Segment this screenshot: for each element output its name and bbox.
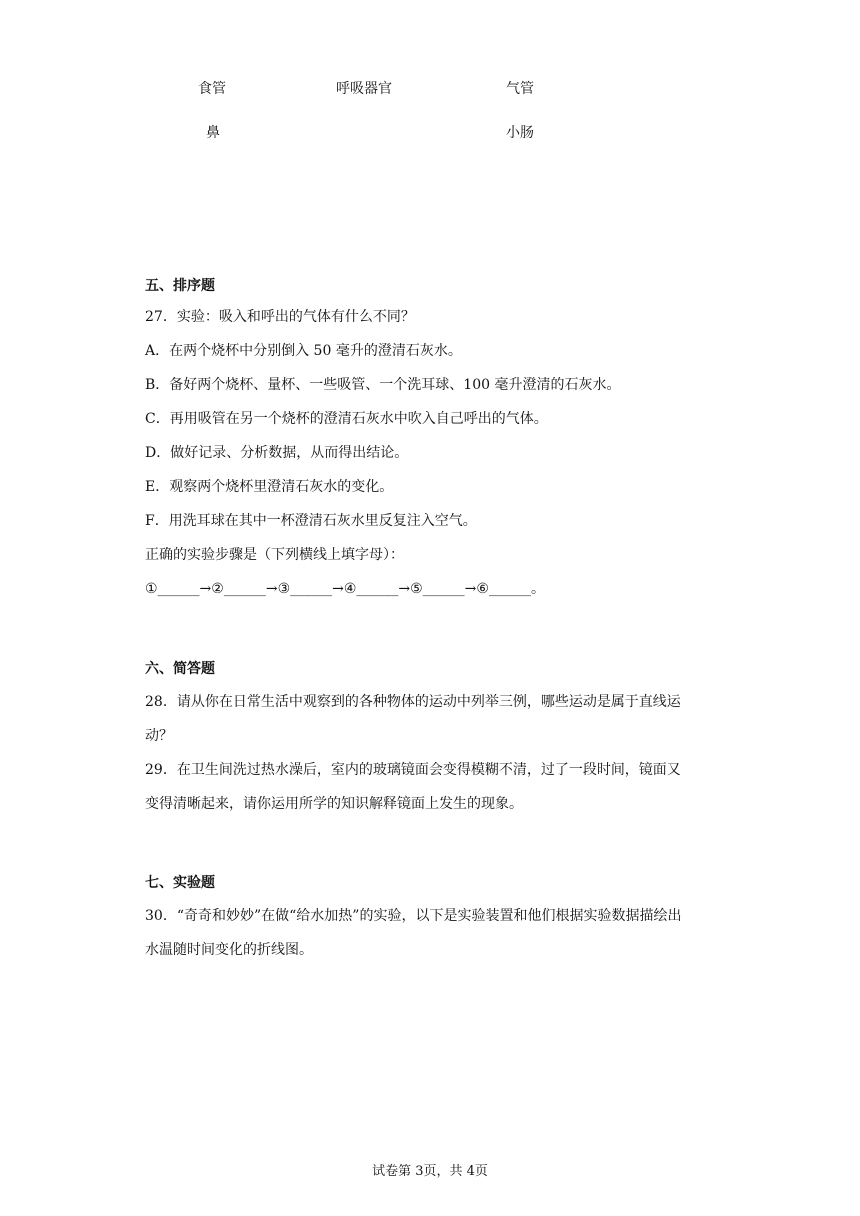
question-27-option-a: A．在两个烧杯中分别倒入 50 毫升的澄清石灰水。 xyxy=(145,343,462,359)
question-27-option-d: D．做好记录、分析数据，从而得出结论。 xyxy=(145,445,409,461)
organ-label-respiratory-organ: 呼吸器官 xyxy=(336,81,392,97)
question-28-line-1: 28．请从你在日常生活中观察到的各种物体的运动中列举三例，哪些运动是属于直线运 xyxy=(145,694,681,710)
question-29-line-1: 29．在卫生间洗过热水澡后，室内的玻璃镜面会变得模糊不清，过了一段时间，镜面又 xyxy=(145,762,681,778)
question-30-line-1: 30．“奇奇和妙妙”在做“给水加热”的实验，以下是实验装置和他们根据实验数据描绘出 xyxy=(145,908,682,924)
question-27-option-c: C．再用吸管在另一个烧杯的澄清石灰水中吹入自己呼出的气体。 xyxy=(145,411,548,427)
organ-label-esophagus: 食管 xyxy=(198,81,226,97)
question-27-option-e: E．观察两个烧杯里澄清石灰水的变化。 xyxy=(145,479,394,495)
question-27-prompt: 正确的实验步骤是（下列横线上填字母）： xyxy=(145,547,404,563)
section-title-experiment: 七、实验题 xyxy=(145,875,215,891)
question-27-option-f: F．用洗耳球在其中一杯澄清石灰水里反复注入空气。 xyxy=(145,513,477,529)
question-27-answer-line[interactable]: ①______→②______→③______→④______→⑤______→⑥______。 xyxy=(145,581,545,597)
section-title-short-answer: 六、简答题 xyxy=(145,661,215,677)
question-28-line-2: 动？ xyxy=(145,728,173,744)
question-30-line-2: 水温随时间变化的折线图。 xyxy=(145,942,313,958)
organ-label-small-intestine: 小肠 xyxy=(506,125,534,141)
organ-label-trachea: 气管 xyxy=(506,81,534,97)
question-27-option-b: B．备好两个烧杯、量杯、一些吸管、一个洗耳球、100 毫升澄清的石灰水。 xyxy=(145,377,621,393)
question-27-stem: 27．实验：吸入和呼出的气体有什么不同？ xyxy=(145,309,415,325)
section-title-ordering: 五、排序题 xyxy=(145,278,215,294)
organ-label-nose: 鼻 xyxy=(206,125,220,141)
page-footer: 试卷第 3页，共 4页 xyxy=(372,1164,488,1179)
question-29-line-2: 变得清晰起来，请你运用所学的知识解释镜面上发生的现象。 xyxy=(145,796,523,812)
